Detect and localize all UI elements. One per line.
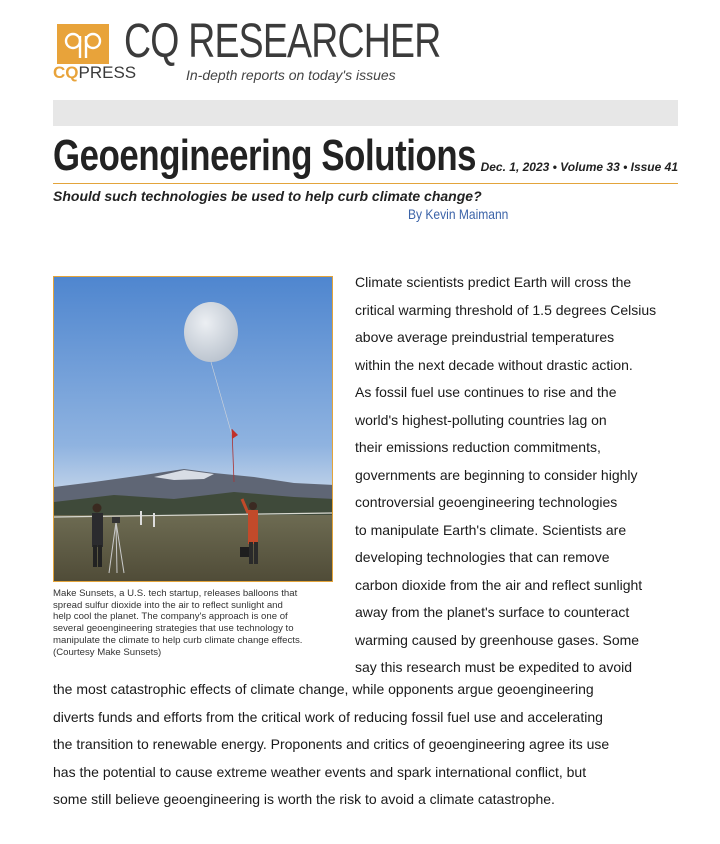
body-line: the transition to renewable energy. Proponents and critics of geoengineering agree its use [53, 736, 610, 752]
body-line: warming caused by greenhouse gases. Some [355, 631, 640, 648]
press-wordmark: PRESS [78, 63, 137, 82]
body-line: say this research must be expedited to avoid [355, 659, 633, 675]
caption-line: Make Sunsets, a U.S. tech startup, releases balloons that [53, 588, 298, 599]
byline: By Kevin Maimann [408, 206, 509, 222]
body-line: some still believe geoengineering is worth the risk to avoid a climate catastrophe. [53, 791, 555, 807]
body-line: carbon dioxide from the air and reflect sunlight [355, 576, 643, 593]
caption-line: help cool the planet. The company's approach is one of [53, 611, 288, 623]
body-line: governments are beginning to consider highly [355, 466, 638, 483]
body-line: diverts funds and efforts from the critical work of reducing fossil fuel use and accelerating [53, 708, 603, 725]
caption-line: (Courtesy Make Sunsets) [53, 646, 162, 658]
article-photo [53, 276, 333, 582]
caption-line: several geoengineering strategies that use technology to [53, 623, 294, 635]
photo-caption [53, 588, 343, 658]
body-line: has the potential to cause extreme weather events and spark international conflict, but [53, 763, 587, 780]
body-line: their emissions reduction commitments, [355, 439, 601, 455]
cq-wordmark: CQ [53, 63, 79, 82]
caption-line: manipulate the climate to help curb climate change effects. [53, 634, 303, 646]
article-question: Should such technologies be used to help curb climate change? [53, 188, 482, 204]
body-line: Climate scientists predict Earth will cross the [355, 274, 632, 290]
cq-press-logo-icon [57, 24, 109, 64]
body-line: the most catastrophic effects of climate change, while opponents argue geoengineering [53, 681, 594, 697]
issue-info: Dec. 1, 2023 • Volume 33 • Issue 41 [480, 160, 678, 174]
body-line: controversial geoengineering technologies [355, 494, 618, 510]
body-line: within the next decade without drastic action. [355, 356, 633, 373]
body-line: away from the planet's surface to counteract [355, 604, 630, 620]
body-line: critical warming threshold of 1.5 degrees Celsius [355, 301, 657, 318]
body-line: developing technologies that can remove [355, 549, 610, 565]
body-line: As fossil fuel use continues to rise and the [355, 384, 617, 400]
body-line: above average preindustrial temperatures [355, 329, 615, 345]
article-title: Geoengineering Solutions [53, 131, 477, 180]
body-line: to manipulate Earth's climate. Scientists are [355, 521, 627, 538]
brand-title: CQ RESEARCHER [124, 15, 441, 68]
title-divider [53, 183, 678, 184]
brand-tagline: In-depth reports on today's issues [186, 67, 396, 83]
header-band [53, 100, 678, 126]
caption-line: spread sulfur dioxide into the air to reflect sunlight and [53, 599, 283, 611]
body-line: world's highest-polluting countries lag on [355, 411, 607, 428]
